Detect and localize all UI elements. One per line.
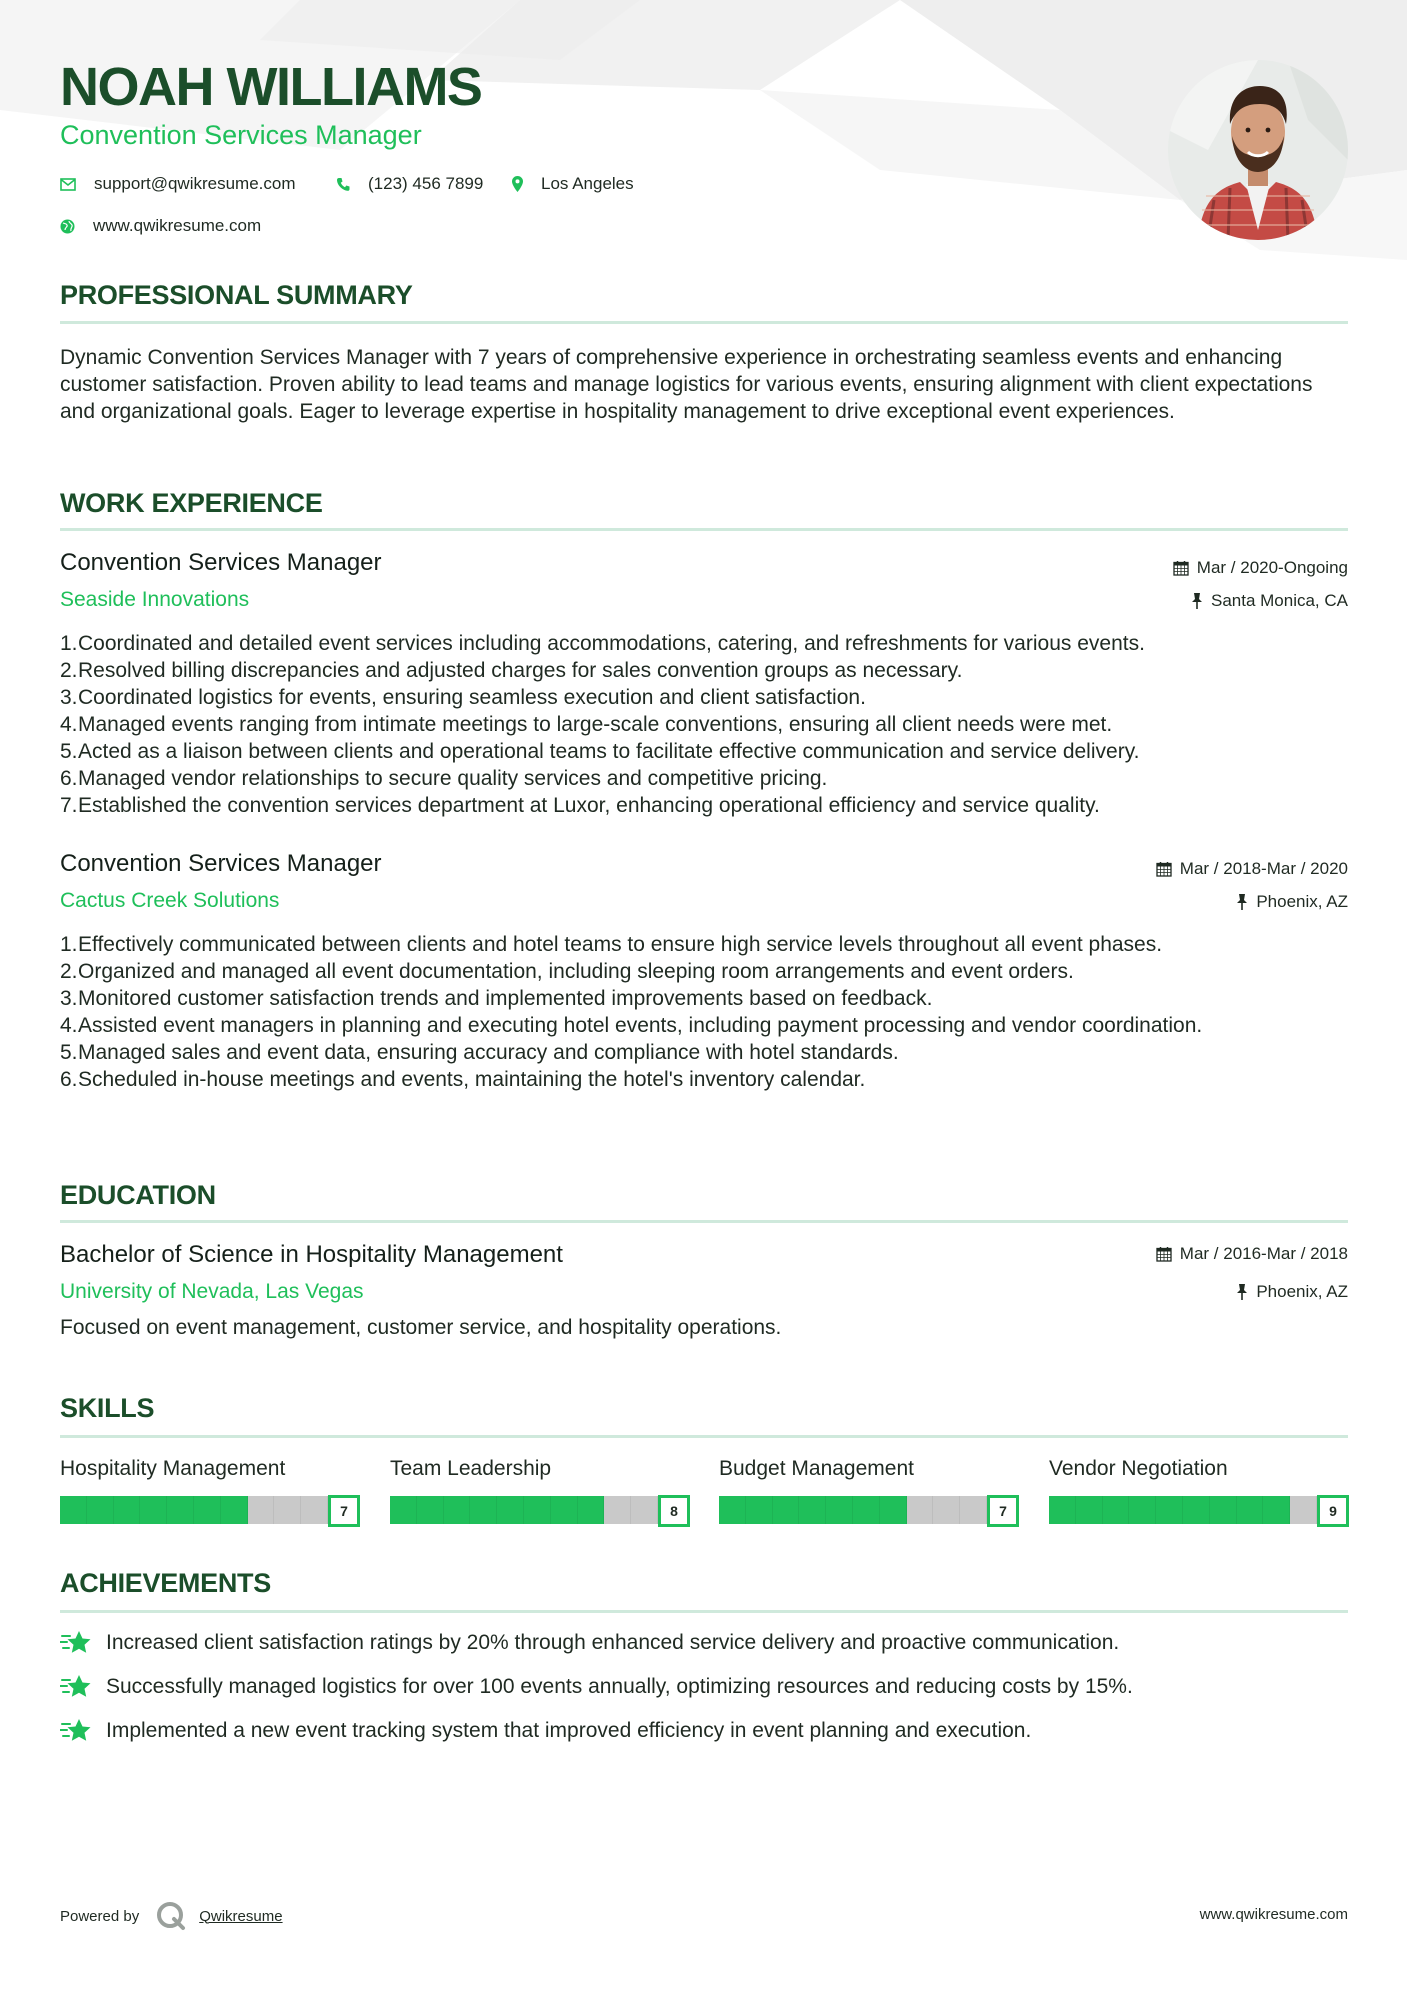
skill-bar-filled-segment xyxy=(719,1496,746,1524)
job-dates xyxy=(1156,859,1348,879)
skill-level-badge: 8 xyxy=(658,1495,690,1527)
avatar xyxy=(1168,60,1348,240)
job-bullets xyxy=(60,630,1350,819)
candidate-name: NOAH WILLIAMS xyxy=(60,57,482,117)
list-number: 2. xyxy=(60,659,78,682)
section-divider xyxy=(60,321,1348,324)
skill-level-badge: 9 xyxy=(1317,1495,1349,1527)
skill-bar-empty-segment xyxy=(604,1496,631,1524)
degree-title: Bachelor of Science in Hospitality Management xyxy=(60,1241,563,1268)
education-dates xyxy=(1156,1244,1348,1264)
skill-bar-filled-segment xyxy=(497,1496,524,1524)
job-title: Convention Services Manager xyxy=(60,549,382,576)
list-item xyxy=(60,630,1350,657)
skill-bar-filled-segment xyxy=(1263,1496,1290,1524)
phone-text: (123) 456 7899 xyxy=(368,174,484,193)
location-text: Los Angeles xyxy=(541,174,634,193)
job-location xyxy=(1191,591,1348,611)
star-icon xyxy=(60,1674,92,1700)
pin-icon xyxy=(1191,593,1203,609)
calendar-icon xyxy=(1156,1246,1172,1262)
contact-website[interactable] xyxy=(60,214,261,238)
skill-bar-empty-segment xyxy=(301,1496,328,1524)
achievement-item xyxy=(60,1674,1133,1700)
calendar-icon xyxy=(1156,861,1172,877)
skill-bar-filled-segment xyxy=(1183,1496,1210,1524)
skill-bar-filled-segment xyxy=(167,1496,194,1524)
section-title-summary: PROFESSIONAL SUMMARY xyxy=(60,280,413,310)
job-bullets xyxy=(60,931,1350,1093)
skill-bar-empty-segment xyxy=(933,1496,960,1524)
qwikresume-link[interactable]: Qwikresume xyxy=(199,1907,283,1925)
list-item xyxy=(60,684,1350,711)
skill-bar-empty-segment xyxy=(274,1496,301,1524)
list-number: 3. xyxy=(60,686,78,709)
list-number: 1. xyxy=(60,933,78,956)
list-item-text: Coordinated logistics for events, ensuring seamless execution and client satisfaction. xyxy=(78,686,866,709)
skill-bar-filled-segment xyxy=(880,1496,907,1524)
list-item-text: Coordinated and detailed event services including accommodations, catering, and refreshments for various events. xyxy=(78,632,1145,655)
skill-bar xyxy=(719,1496,1019,1524)
pin-icon xyxy=(1236,894,1248,910)
job-dates-text: Mar / 2018-Mar / 2020 xyxy=(1179,859,1348,878)
contact-phone xyxy=(336,172,483,196)
company-name: Cactus Creek Solutions xyxy=(60,889,280,912)
skill-bar-filled-segment xyxy=(853,1496,880,1524)
skill-bar-filled-segment xyxy=(60,1496,87,1524)
achievement-text: Successfully managed logistics for over 100 events annually, optimizing resources and reducing costs by 15%. xyxy=(106,1675,1133,1698)
section-title-achievements: ACHIEVEMENTS xyxy=(60,1568,271,1598)
section-divider xyxy=(60,1435,1348,1438)
education-location xyxy=(1236,1282,1348,1302)
list-item xyxy=(60,985,1350,1012)
list-number: 2. xyxy=(60,960,78,983)
list-number: 5. xyxy=(60,1041,78,1064)
list-item-text: Resolved billing discrepancies and adjusted charges for sales convention groups as necessary. xyxy=(78,659,963,682)
skill-bar-filled-segment xyxy=(1049,1496,1076,1524)
list-item xyxy=(60,738,1350,765)
skill-level-badge: 7 xyxy=(987,1495,1019,1527)
skill-bar-filled-segment xyxy=(773,1496,800,1524)
footer-website[interactable]: www.qwikresume.com xyxy=(1199,1906,1348,1923)
skill-bar xyxy=(60,1496,360,1524)
summary-text: Dynamic Convention Services Manager with 7 years of comprehensive experience in orchestrating seamless events and enhancing customer satisfaction. Proven ability to lead teams and manage logistics for various events, ensuring alignment with client expectations and organizational goals. Eager to leverage expertise in hospitality management to drive exceptional event experiences. xyxy=(60,346,1313,423)
list-item-text: Managed events ranging from intimate meetings to large-scale conventions, ensuring all client needs were met. xyxy=(78,713,1113,736)
list-number: 6. xyxy=(60,1068,78,1091)
list-item-text: Scheduled in-house meetings and events, maintaining the hotel's inventory calendar. xyxy=(78,1068,866,1091)
profile-photo xyxy=(1168,60,1348,240)
star-icon xyxy=(60,1718,92,1744)
list-item xyxy=(60,792,1350,819)
skill-level-badge: 7 xyxy=(328,1495,360,1527)
map-marker-icon xyxy=(512,176,523,192)
pin-icon xyxy=(1236,1284,1248,1300)
list-item-text: Effectively communicated between clients and hotel teams to ensure high service levels throughout all event phases. xyxy=(78,933,1163,956)
globe-icon xyxy=(60,219,75,234)
job-dates-text: Mar / 2020-Ongoing xyxy=(1196,558,1348,577)
list-number: 4. xyxy=(60,713,78,736)
contact-location xyxy=(512,172,634,196)
skill-bar-filled-segment xyxy=(194,1496,221,1524)
list-number: 3. xyxy=(60,987,78,1010)
section-title-skills: SKILLS xyxy=(60,1393,155,1423)
skill-bar-filled-segment xyxy=(578,1496,605,1524)
list-item-text: Managed vendor relationships to secure quality services and competitive pricing. xyxy=(78,767,828,790)
list-item xyxy=(60,765,1350,792)
star-icon xyxy=(60,1630,92,1656)
list-number: 7. xyxy=(60,794,78,817)
achievement-item xyxy=(60,1718,1031,1744)
skill-name: Team Leadership xyxy=(390,1457,552,1480)
list-number: 1. xyxy=(60,632,78,655)
job-location-text: Santa Monica, CA xyxy=(1210,591,1348,610)
skill-name: Hospitality Management xyxy=(60,1457,286,1480)
education-location-text: Phoenix, AZ xyxy=(1256,1282,1348,1301)
skill-bar-filled-segment xyxy=(417,1496,444,1524)
achievement-text: Increased client satisfaction ratings by 20% through enhanced service delivery and proactive communication. xyxy=(106,1631,1120,1654)
section-title-education: EDUCATION xyxy=(60,1180,216,1210)
skill-bar-filled-segment xyxy=(470,1496,497,1524)
skill-bar-filled-segment xyxy=(1129,1496,1156,1524)
list-item xyxy=(60,931,1350,958)
qwikresume-logo-icon xyxy=(155,1900,187,1932)
list-item xyxy=(60,711,1350,738)
skill-bar-filled-segment xyxy=(551,1496,578,1524)
footer-powered-by xyxy=(60,1900,283,1932)
list-number: 4. xyxy=(60,1014,78,1037)
job-location xyxy=(1236,892,1348,912)
skill-name: Budget Management xyxy=(719,1457,914,1480)
section-divider xyxy=(60,528,1348,531)
candidate-role: Convention Services Manager xyxy=(60,120,422,150)
list-item xyxy=(60,1012,1350,1039)
phone-icon xyxy=(336,177,350,192)
section-divider xyxy=(60,1610,1348,1613)
skill-bar-filled-segment xyxy=(1156,1496,1183,1524)
skill-bar-filled-segment xyxy=(826,1496,853,1524)
list-item-text: Managed sales and event data, ensuring accuracy and compliance with hotel standards. xyxy=(78,1041,899,1064)
list-item xyxy=(60,1039,1350,1066)
skill-bar-filled-segment xyxy=(1076,1496,1103,1524)
achievement-text: Implemented a new event tracking system that improved efficiency in event planning and execution. xyxy=(106,1719,1032,1742)
section-title-experience: WORK EXPERIENCE xyxy=(60,488,323,518)
skill-bar-filled-segment xyxy=(87,1496,114,1524)
skill-bar xyxy=(1049,1496,1349,1524)
skill-bar-filled-segment xyxy=(114,1496,141,1524)
skill-bar-empty-segment xyxy=(631,1496,658,1524)
section-divider xyxy=(60,1220,1348,1223)
skill-bar-filled-segment xyxy=(799,1496,826,1524)
list-number: 5. xyxy=(60,740,78,763)
skill-bar-filled-segment xyxy=(1210,1496,1237,1524)
job-dates xyxy=(1173,558,1348,578)
education-description: Focused on event management, customer service, and hospitality operations. xyxy=(60,1316,782,1339)
achievement-item xyxy=(60,1630,1119,1656)
list-item-text: Established the convention services department at Luxor, enhancing operational efficiency and service quality. xyxy=(78,794,1100,817)
list-item xyxy=(60,657,1350,684)
calendar-icon xyxy=(1173,560,1189,576)
skill-bar xyxy=(390,1496,690,1524)
powered-by-label: Powered by xyxy=(60,1907,140,1925)
email-text[interactable]: support@qwikresume.com xyxy=(94,174,296,193)
skill-bar-empty-segment xyxy=(960,1496,987,1524)
skill-bar-filled-segment xyxy=(221,1496,248,1524)
skill-bar-empty-segment xyxy=(907,1496,934,1524)
skill-bar-filled-segment xyxy=(1237,1496,1264,1524)
list-item xyxy=(60,1066,1350,1093)
skill-bar-filled-segment xyxy=(140,1496,167,1524)
skill-bar-empty-segment xyxy=(1290,1496,1317,1524)
list-item-text: Organized and managed all event documentation, including sleeping room arrangements and event orders. xyxy=(78,960,1074,983)
education-dates-text: Mar / 2016-Mar / 2018 xyxy=(1179,1244,1348,1263)
job-location-text: Phoenix, AZ xyxy=(1256,892,1348,911)
skill-bar-filled-segment xyxy=(390,1496,417,1524)
skill-bar-filled-segment xyxy=(444,1496,471,1524)
contact-email[interactable] xyxy=(60,172,296,196)
company-name: Seaside Innovations xyxy=(60,588,250,611)
website-text[interactable]: www.qwikresume.com xyxy=(93,216,262,235)
skill-bar-filled-segment xyxy=(746,1496,773,1524)
list-item-text: Acted as a liaison between clients and operational teams to facilitate effective communication and service delivery. xyxy=(78,740,1140,763)
list-item-text: Assisted event managers in planning and executing hotel events, including payment processing and vendor coordination. xyxy=(78,1014,1203,1037)
skill-bar-empty-segment xyxy=(248,1496,275,1524)
school-name: University of Nevada, Las Vegas xyxy=(60,1280,364,1303)
skill-bar-filled-segment xyxy=(1103,1496,1130,1524)
list-item-text: Monitored customer satisfaction trends and implemented improvements based on feedback. xyxy=(78,987,933,1010)
job-title: Convention Services Manager xyxy=(60,850,382,877)
list-number: 6. xyxy=(60,767,78,790)
skill-bar-filled-segment xyxy=(524,1496,551,1524)
envelope-icon xyxy=(60,178,76,191)
skill-name: Vendor Negotiation xyxy=(1049,1457,1228,1480)
list-item xyxy=(60,958,1350,985)
